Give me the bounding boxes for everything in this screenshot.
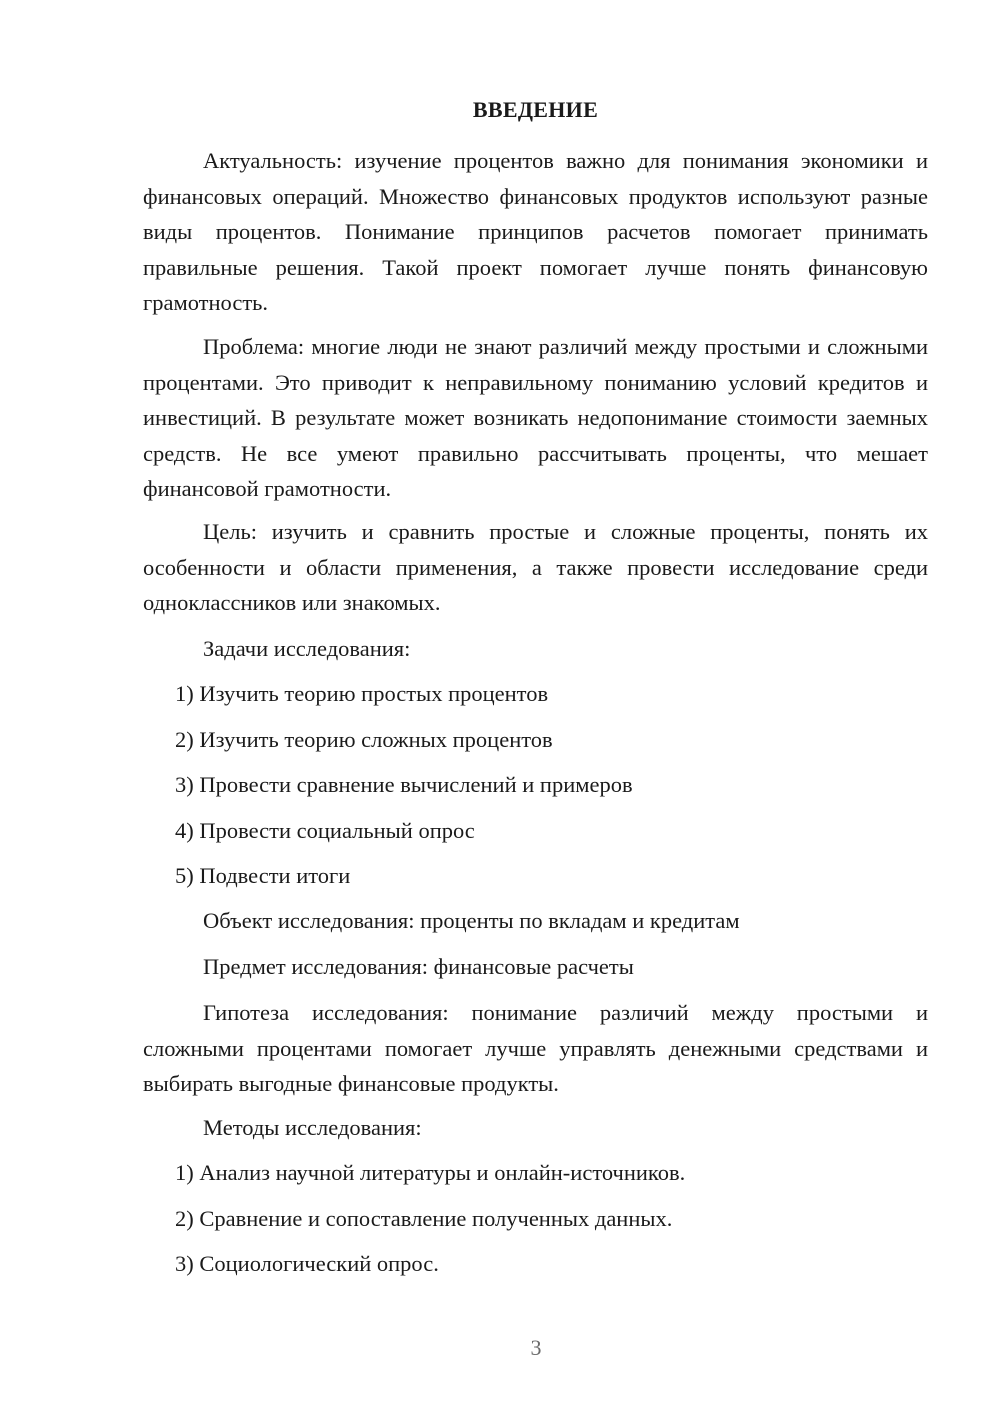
task-item: 3) Провести сравнение вычислений и примеров: [175, 772, 633, 797]
object-line: Объект исследования: проценты по вкладам и кредитам: [203, 908, 740, 933]
method-item: 1) Анализ научной литературы и онлайн-источников.: [175, 1160, 686, 1185]
subject-line: Предмет исследования: финансовые расчеты: [203, 954, 634, 979]
method-item: 3) Социологический опрос.: [175, 1251, 439, 1276]
method-item: 2) Сравнение и сопоставление полученных данных.: [175, 1206, 673, 1231]
task-item: 2) Изучить теорию сложных процентов: [175, 727, 553, 752]
task-item: 4) Провести социальный опрос: [175, 818, 475, 843]
hypothesis-paragraph: Гипотеза исследования: понимание различий между простыми и сложными процентами помогает лучше управлять денежными средствами и выбирать выгодные финансовые продукты.: [143, 1000, 928, 1096]
problem-paragraph: Проблема: многие люди не знают различий между простыми и сложными процентами. Это приводит к неправильному пониманию условий кредитов и инвестиций. В результате может возникать недопонимание стоимости заемных средств. Не все умеют правильно рассчитывать проценты, что мешает финансовой грамотности.: [143, 334, 928, 501]
section-title: ВВЕДЕНИЕ: [472, 97, 599, 122]
relevance-paragraph: Актуальность: изучение процентов важно для понимания экономики и финансовых операций. Множество финансовых продуктов используют разные виды процентов. Понимание принципов расчетов помогает принимать правильные решения. Такой проект помогает лучше понять финансовую грамотность.: [143, 148, 928, 315]
methods-heading: Методы исследования:: [203, 1115, 422, 1140]
goal-paragraph: Цель: изучить и сравнить простые и сложные проценты, понять их особенности и области применения, а также провести исследование среди одноклассников или знакомых.: [143, 519, 928, 615]
page-number: 3: [530, 1335, 542, 1360]
tasks-heading: Задачи исследования:: [203, 636, 411, 661]
task-item: 1) Изучить теорию простых процентов: [175, 681, 549, 706]
task-item: 5) Подвести итоги: [175, 863, 351, 888]
